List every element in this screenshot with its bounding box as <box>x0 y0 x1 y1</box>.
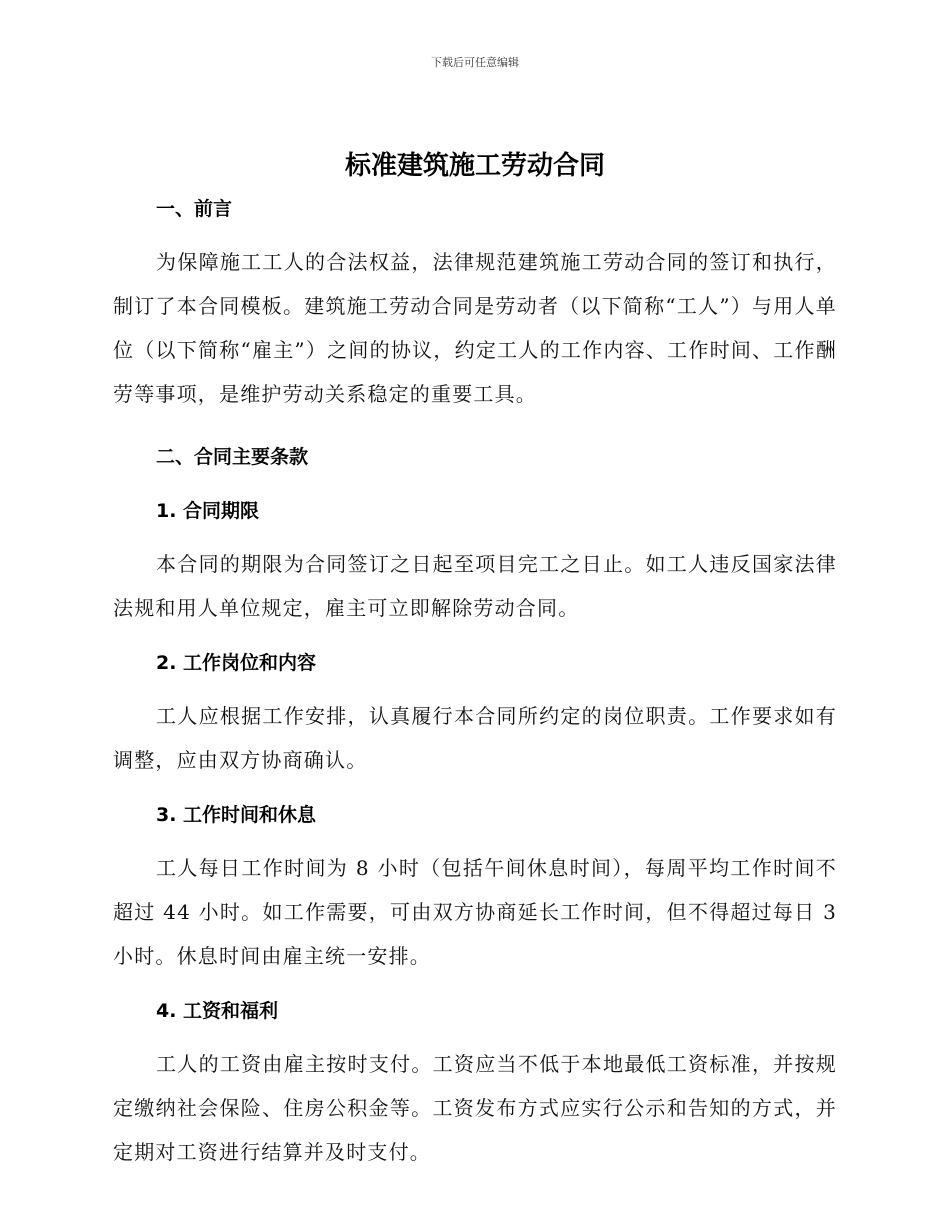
clause-paragraph-working-hours: 工人每日工作时间为 8 小时（包括午间休息时间），每周平均工作时间不超过 44 小时。如工作需要，可由双方协商延长工作时间，但不得超过每日 3 小时。休息时间由雇主统一安排。 <box>113 856 837 968</box>
page-header: 下载后可任意编辑 <box>431 56 519 69</box>
document-body <box>113 146 837 1174</box>
clause-heading-position: 2. 工作岗位和内容 <box>156 652 317 674</box>
clause-paragraph-term: 本合同的期限为合同签订之日起至项目完工之日止。如工人违反国家法律法规和用人单位规定，雇主可立即解除劳动合同。 <box>113 552 837 620</box>
preface-paragraph: 为保障施工工人的合法权益，法律规范建筑施工劳动合同的签订和执行，制订了本合同模板。建筑施工劳动合同是劳动者（以下简称“工人”）与用人单位（以下简称“雇主”）之间的协议，约定工人的工作内容、工作时间、工作酬劳等事项，是维护劳动关系稳定的重要工具。 <box>113 250 837 406</box>
clause-heading-wages: 4. 工资和福利 <box>156 1000 279 1022</box>
document-title: 标准建筑施工劳动合同 <box>344 151 605 181</box>
clause-heading-term: 1. 合同期限 <box>156 500 260 522</box>
header-divider <box>113 76 837 77</box>
clause-paragraph-wages: 工人的工资由雇主按时支付。工资应当不低于本地最低工资标准，并按规定缴纳社会保险、住房公积金等。工资发布方式应实行公示和告知的方式，并定期对工资进行结算并及时支付。 <box>113 1052 837 1164</box>
section-heading-main-terms: 二、合同主要条款 <box>156 446 309 468</box>
clause-heading-working-hours: 3. 工作时间和休息 <box>156 804 317 826</box>
clause-paragraph-position: 工人应根据工作安排，认真履行本合同所约定的岗位职责。工作要求如有调整，应由双方协商确认。 <box>113 704 837 772</box>
section-heading-preface: 一、前言 <box>156 198 233 220</box>
